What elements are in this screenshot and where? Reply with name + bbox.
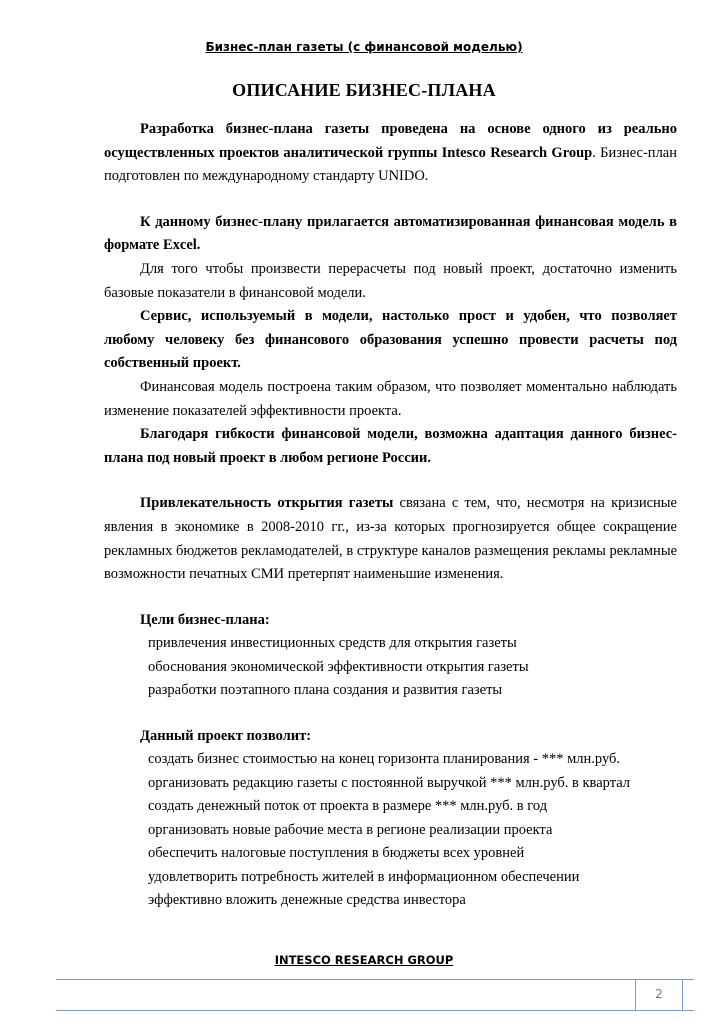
spacer (104, 470, 677, 492)
list-item: создать бизнес стоимостью на конец горизонта планирования - *** млн.руб. (148, 751, 621, 768)
attract-bold: Привлекательность открытия газеты (140, 495, 394, 512)
goals-list (104, 632, 677, 703)
intro-bold: Разработка бизнес-плана газеты проведена на основе одного из реально осуществленных проектов аналитической группы Intesco Research Group (104, 121, 677, 161)
model-paragraph: Финансовая модель построена таким образом, что позволяет моментально наблюдать изменение показателей эффективности проекта. (104, 378, 677, 419)
service-paragraph: Сервис, используемый в модели, настолько прост и удобен, что позволяет любому человеку без финансового образования успешно провести расчеты под собственный проект. (104, 308, 677, 372)
footer-rule-top (56, 979, 694, 980)
page-number: 2 (635, 980, 683, 1010)
flex-paragraph: Благодаря гибкости финансовой модели, возможна адаптация данного бизнес-плана под новый проект в любом регионе России. (104, 426, 677, 466)
intro-paragraph (104, 118, 677, 189)
goals-heading: Цели бизнес-плана: (140, 611, 270, 628)
header-text: Бизнес-план газеты (с финансовой моделью) (205, 40, 523, 54)
page-title: ОПИСАНИЕ БИЗНЕС-ПЛАНА (232, 80, 496, 100)
list-item: обеспечить налоговые поступления в бюджеты всех уровней (148, 845, 525, 862)
footer-rule-bottom (56, 1010, 694, 1011)
list-item: разработки поэтапного плана создания и развития газеты (148, 682, 503, 699)
attract-rest: связана с тем, что, несмотря на кризисные явления в экономике в 2008-2010 гг., из-за которых прогнозируется общее сокращение рекламных бюджетов рекламодателей, в структуре каналов размещения рекламы рекламные возможности печатных СМИ претерпят наименьшие изменения. (104, 495, 677, 583)
footer-text: INTESCO RESEARCH GROUP (274, 953, 454, 967)
intro-rest: . Бизнес-план подготовлен по международному стандарту UNIDO. (104, 144, 677, 185)
spacer (104, 703, 677, 725)
list-item: организовать редакцию газеты с постоянной выручкой *** млн.руб. в квартал (148, 774, 631, 791)
list-item: обоснования экономической эффективности открытия газеты (148, 658, 529, 675)
spacer (104, 587, 677, 609)
excel-paragraph: К данному бизнес-плану прилагается автоматизированная финансовая модель в формате Excel. (104, 213, 677, 254)
list-item: удовлетворить потребность жителей в информационном обеспечении (148, 868, 580, 885)
page-footer (0, 953, 728, 967)
allows-heading: Данный проект позволит: (140, 727, 312, 744)
list-item: организовать новые рабочие места в регионе реализации проекта (148, 821, 553, 838)
recalc-paragraph: Для того чтобы произвести перерасчеты под новый проект, достаточно изменить базовые показатели в финансовой модели. (104, 260, 677, 301)
allows-list (104, 748, 677, 913)
document-body (104, 118, 677, 913)
list-item: создать денежный поток от проекта в размере *** млн.руб. в год (148, 798, 548, 815)
attract-paragraph (104, 492, 677, 586)
list-item: привлечения инвестиционных средств для открытия газеты (148, 635, 517, 652)
spacer (104, 189, 677, 211)
list-item: эффективно вложить денежные средства инвестора (148, 892, 466, 909)
page-header (0, 40, 728, 54)
